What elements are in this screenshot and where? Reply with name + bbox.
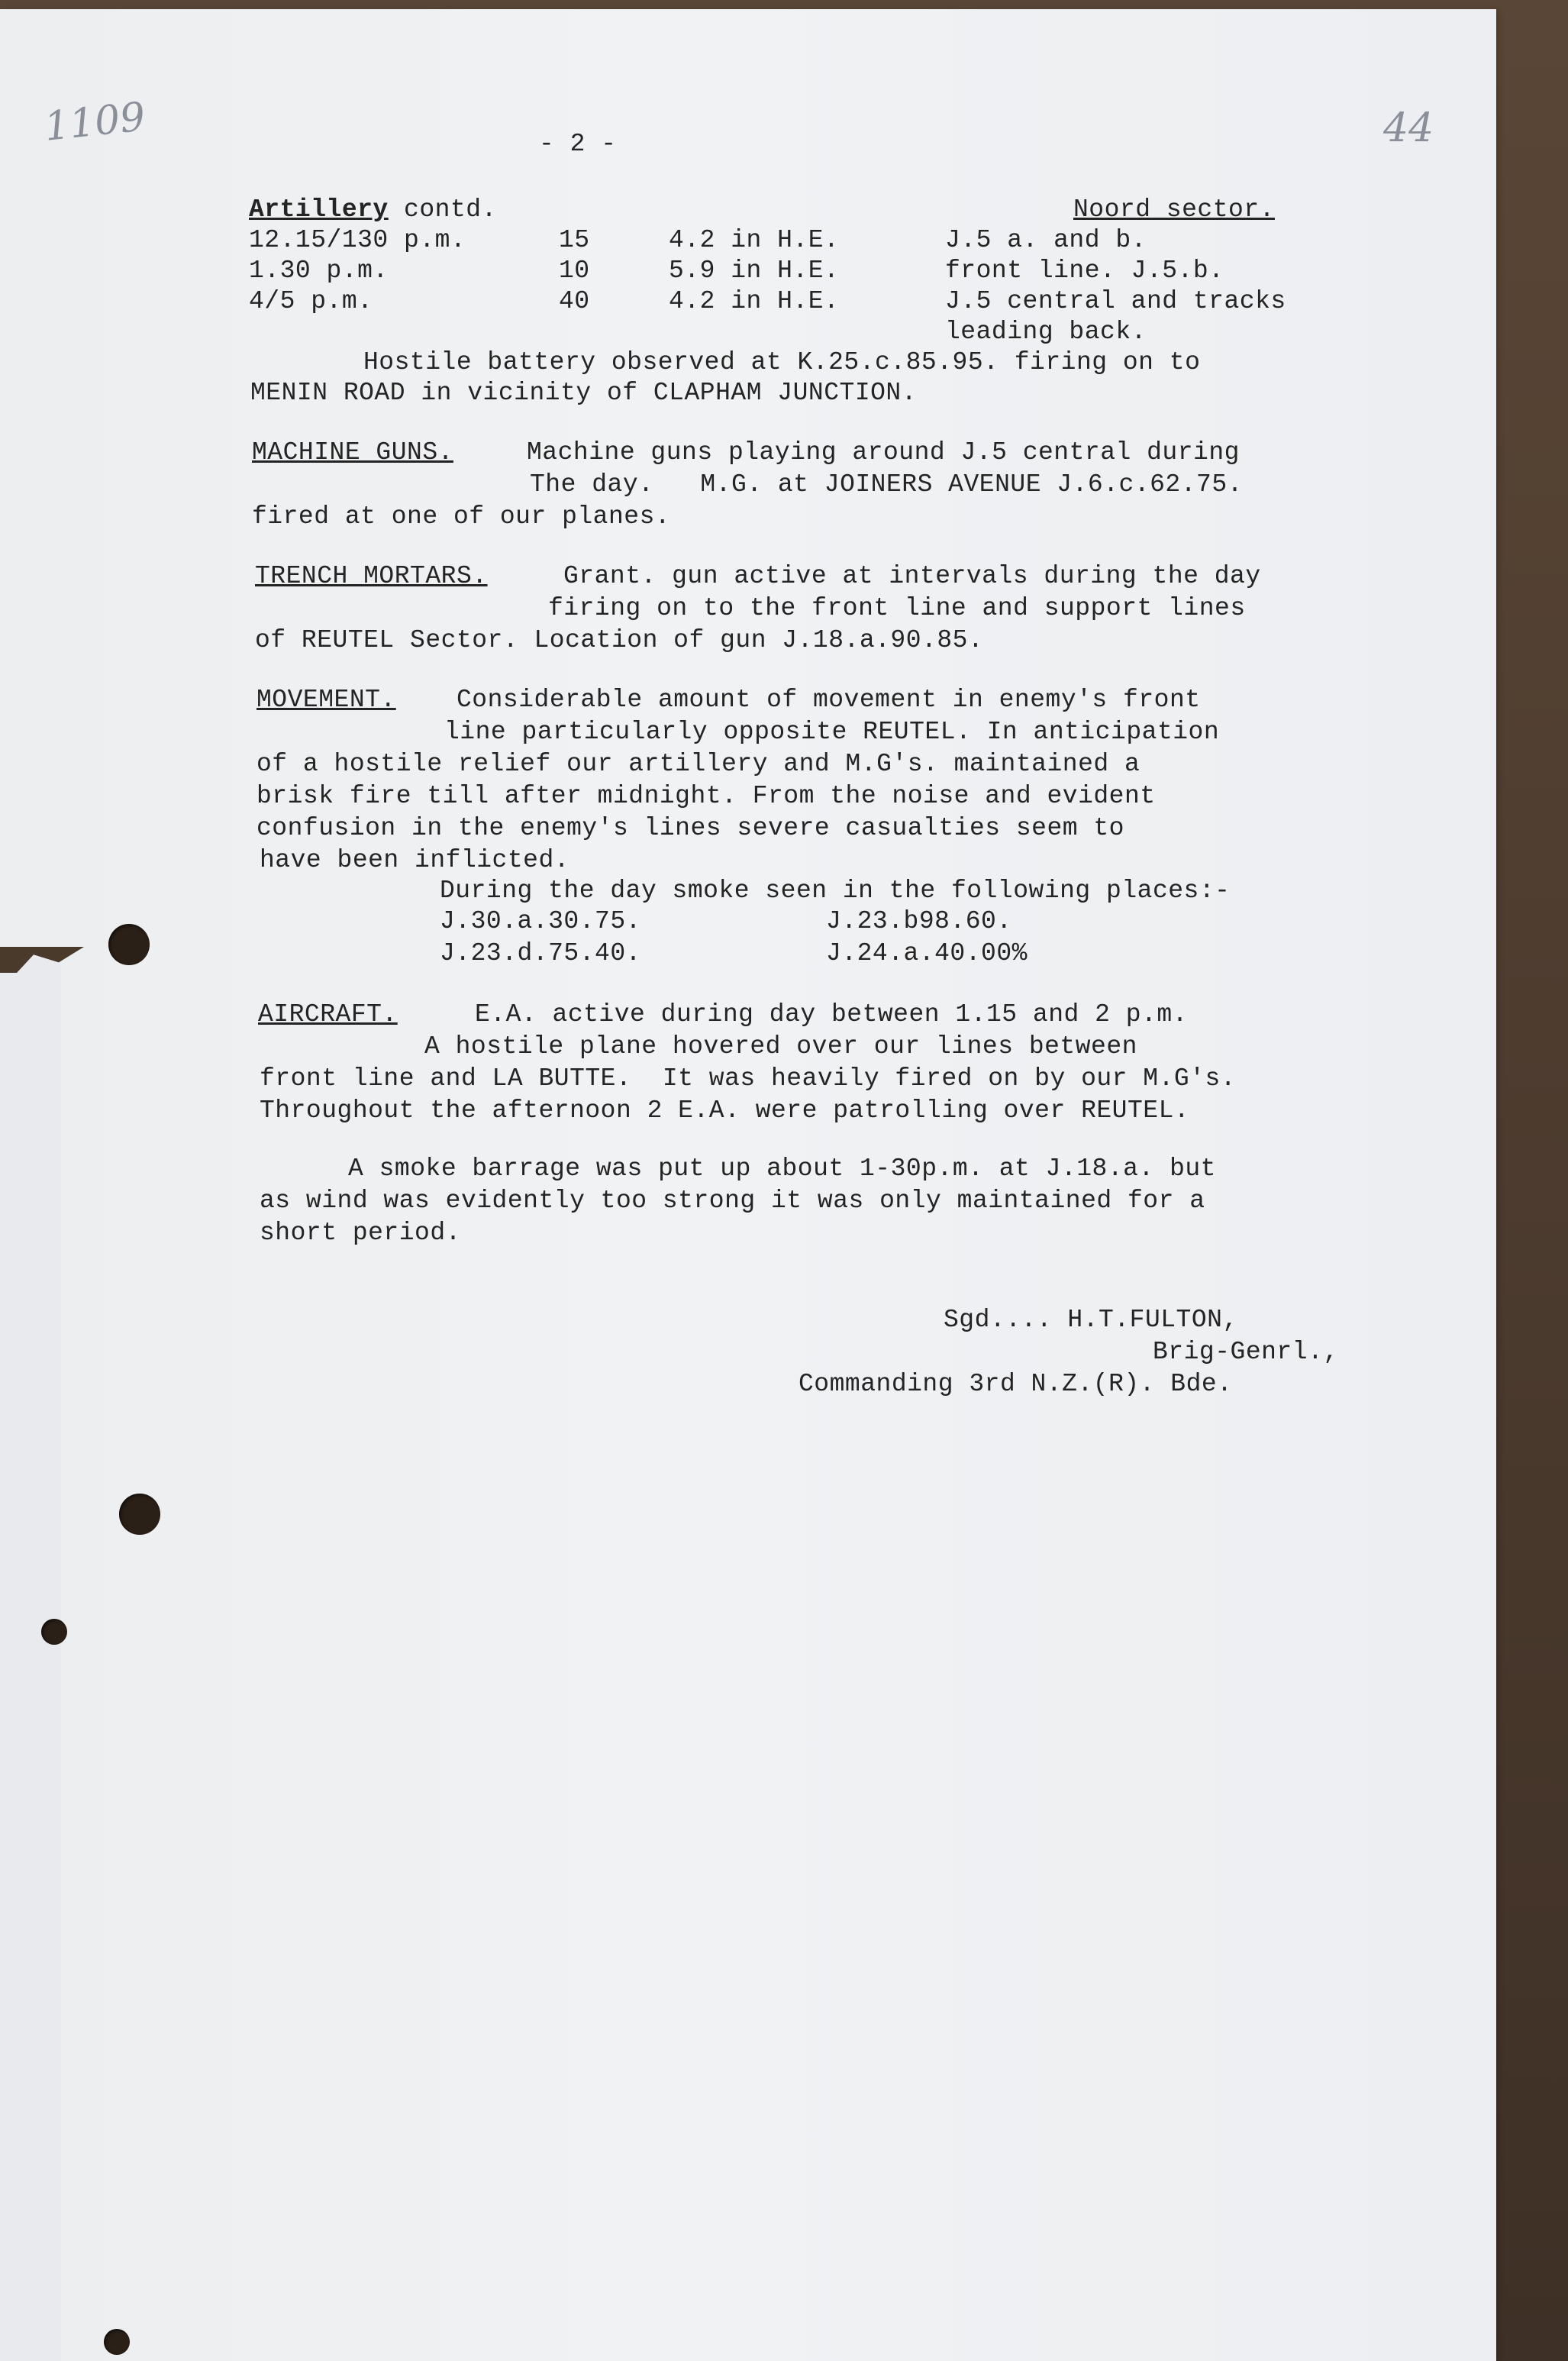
signature-rank: Brig-Genrl., bbox=[1153, 1338, 1339, 1366]
artillery-row-2-rounds: 10 bbox=[559, 257, 590, 285]
artillery-row-3-rounds: 40 bbox=[559, 287, 590, 315]
sector-heading: Noord sector. bbox=[1073, 195, 1275, 224]
smoke-place-2: J.23.b98.60. bbox=[826, 907, 1012, 935]
artillery-row-1-rounds: 15 bbox=[559, 226, 590, 254]
signature-command: Commanding 3rd N.Z.(R). Bde. bbox=[799, 1370, 1233, 1398]
artillery-row-3-target: J.5 central and tracks bbox=[945, 287, 1286, 315]
movement-heading: MOVEMENT. bbox=[256, 686, 396, 714]
artillery-heading-suffix: contd. bbox=[404, 195, 497, 224]
smoke-place-3: J.23.d.75.40. bbox=[440, 939, 641, 967]
punch-hole-4 bbox=[104, 2329, 130, 2355]
aircraft-line-2: A hostile plane hovered over our lines between bbox=[424, 1032, 1137, 1061]
artillery-row-3-calibre: 4.2 in H.E. bbox=[669, 287, 840, 315]
artillery-heading bbox=[249, 194, 497, 226]
smoke-barrage-line-3: short period. bbox=[260, 1219, 461, 1247]
artillery-row-2-target: front line. J.5.b. bbox=[945, 257, 1224, 285]
trench-mortars-line-2: firing on to the front line and support lines bbox=[548, 594, 1246, 622]
movement-line-7: During the day smoke seen in the following places:- bbox=[440, 877, 1231, 905]
smoke-place-1: J.30.a.30.75. bbox=[440, 907, 641, 935]
artillery-row-1-target: J.5 a. and b. bbox=[945, 226, 1147, 254]
aircraft-line-4: Throughout the afternoon 2 E.A. were patrolling over REUTEL. bbox=[260, 1097, 1190, 1125]
trench-mortars-line-1: Grant. gun active at intervals during the day bbox=[563, 562, 1261, 590]
artillery-row-2-time: 1.30 p.m. bbox=[249, 257, 389, 285]
movement-line-2: line particularly opposite REUTEL. In anticipation bbox=[444, 718, 1220, 746]
movement-line-6: have been inflicted. bbox=[260, 846, 570, 874]
artillery-paragraph-line-1: Hostile battery observed at K.25.c.85.95. firing on to bbox=[363, 348, 1201, 376]
smoke-barrage-line-2: as wind was evidently too strong it was only maintained for a bbox=[260, 1187, 1205, 1215]
punch-hole-2 bbox=[119, 1494, 160, 1535]
folio-annotation-left: 1109 bbox=[42, 94, 148, 150]
smoke-barrage-line-1: A smoke barrage was put up about 1-30p.m. at J.18.a. but bbox=[348, 1155, 1216, 1183]
punch-hole-3 bbox=[41, 1619, 67, 1645]
artillery-paragraph-line-2: MENIN ROAD in vicinity of CLAPHAM JUNCTION. bbox=[250, 379, 918, 407]
machine-guns-line-1: Machine guns playing around J.5 central during bbox=[527, 438, 1240, 467]
movement-line-4: brisk fire till after midnight. From the noise and evident bbox=[256, 782, 1156, 810]
movement-line-3: of a hostile relief our artillery and M.G's. maintained a bbox=[256, 750, 1141, 778]
machine-guns-line-2: The day. M.G. at JOINERS AVENUE J.6.c.62.75. bbox=[530, 470, 1243, 499]
aircraft-line-3: front line and LA BUTTE. It was heavily fired on by our M.G's. bbox=[260, 1064, 1237, 1093]
trench-mortars-heading: TRENCH MORTARS. bbox=[255, 562, 488, 590]
punch-hole-1 bbox=[108, 924, 150, 965]
aircraft-heading: AIRCRAFT. bbox=[258, 1000, 398, 1029]
artillery-row-2-calibre: 5.9 in H.E. bbox=[669, 257, 840, 285]
artillery-row-1-time: 12.15/130 p.m. bbox=[249, 226, 466, 254]
machine-guns-heading: MACHINE GUNS. bbox=[252, 438, 453, 467]
aircraft-line-1: E.A. active during day between 1.15 and 2 p.m. bbox=[475, 1000, 1188, 1029]
folio-annotation-right: 44 bbox=[1383, 105, 1434, 151]
page-number: - 2 - bbox=[539, 130, 617, 158]
artillery-heading-text: Artillery bbox=[249, 195, 389, 224]
artillery-row-1-calibre: 4.2 in H.E. bbox=[669, 226, 840, 254]
smoke-place-4: J.24.a.40.00% bbox=[826, 939, 1028, 967]
page-lower-edge bbox=[0, 958, 61, 2361]
movement-line-1: Considerable amount of movement in enemy's front bbox=[457, 686, 1201, 714]
artillery-target-continued: leading back. bbox=[945, 318, 1147, 346]
machine-guns-line-3: fired at one of our planes. bbox=[252, 502, 671, 531]
movement-line-5: confusion in the enemy's lines severe casualties seem to bbox=[256, 814, 1124, 842]
trench-mortars-line-3: of REUTEL Sector. Location of gun J.18.a.90.85. bbox=[255, 626, 984, 654]
signature-name: Sgd.... H.T.FULTON, bbox=[944, 1306, 1238, 1334]
artillery-row-3-time: 4/5 p.m. bbox=[249, 287, 373, 315]
